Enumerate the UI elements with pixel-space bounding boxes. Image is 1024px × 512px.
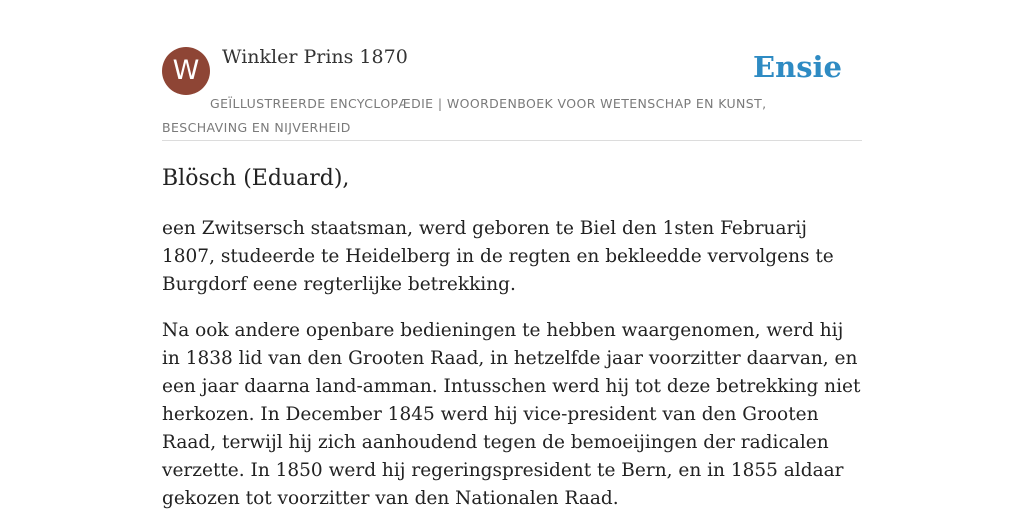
source-avatar[interactable]: W <box>162 47 210 95</box>
entry-paragraph-2: Na ook andere openbare bedieningen te hebben waargenomen, werd hij in 1838 lid van den Grooten Raad, in hetzelfde jaar voorzitter daarvan, en een jaar daarna land-amman. Intusschen werd hij tot deze betrekking niet herkozen. In December 1845 werd hij vice-president van den Grooten Raad, terwijl hij zich aanhoudend tegen de bemoeijingen der radicalen verzette. In 1850 werd hij regeringspresident te Bern, en in 1855 aldaar gekozen tot voorzitter van den Nationalen Raad. <box>162 320 861 509</box>
source-header <box>162 46 862 141</box>
source-subtitle: GEÏLLUSTREERDE ENCYCLOPÆDIE | WOORDENBOEK VOOR WETENSCHAP EN KUNST, BESCHAVING EN NIJVERHEID <box>162 96 767 135</box>
entry-content <box>162 163 862 512</box>
entry-paragraph-1: een Zwitsersch staatsman, werd geboren te Biel den 1sten Februarij 1807, studeerde te Heidelberg in de regten en bekleedde vervolgens te Burgdorf eene regterlijke betrekking. <box>162 218 834 295</box>
source-title[interactable]: Winkler Prins 1870 <box>222 46 408 68</box>
entry-title: Blösch (Eduard), <box>162 166 350 191</box>
ensie-logo-link[interactable]: Ensie <box>753 50 842 84</box>
